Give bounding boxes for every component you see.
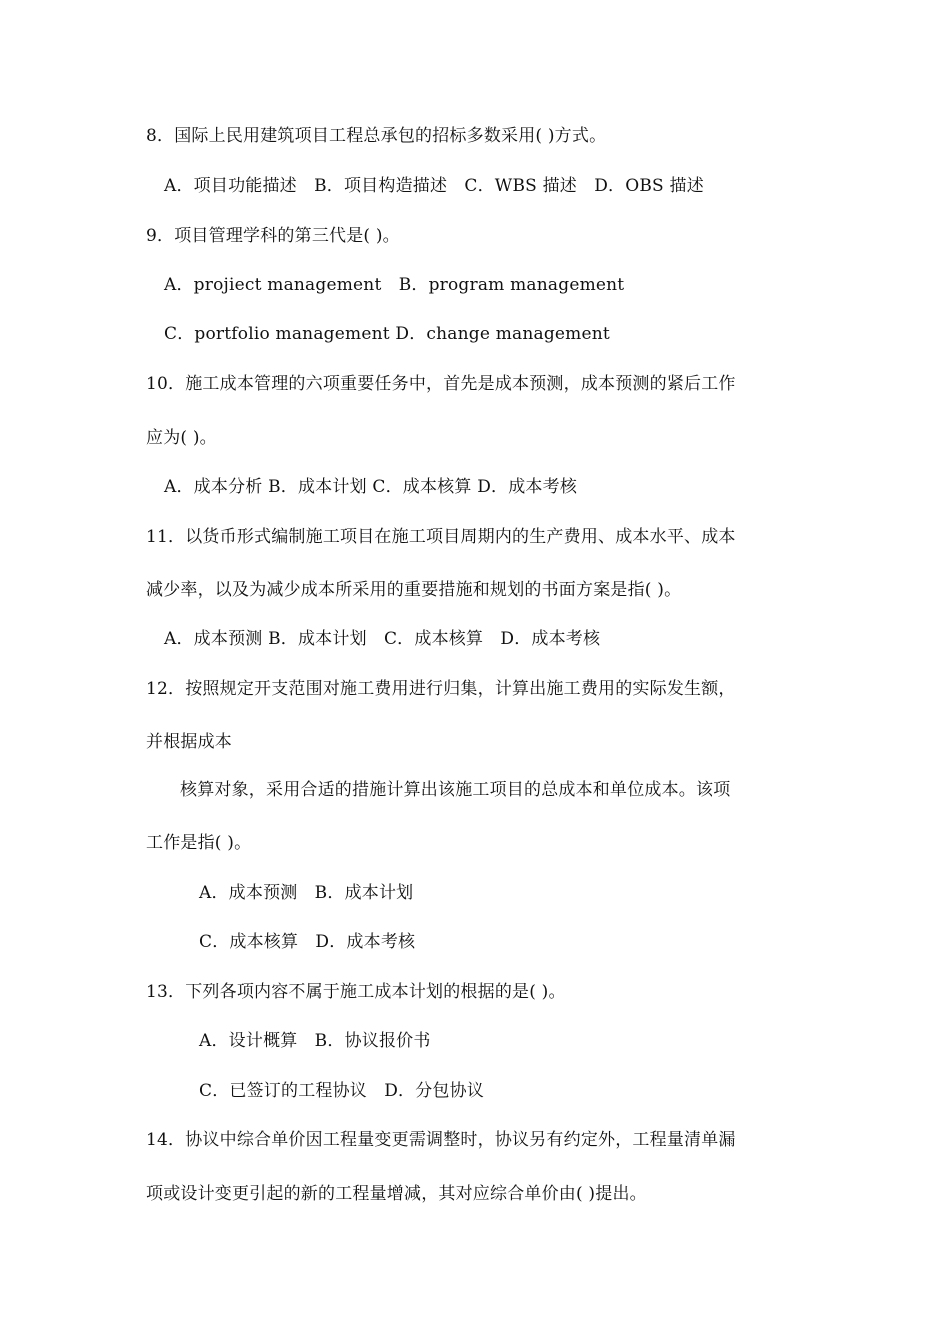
question-10-text-line1: 10．施工成本管理的六项重要任务中，首先是成本预测，成本预测的紧后工作 xyxy=(146,374,736,394)
question-10-options: A．成本分析 B．成本计划 C．成本核算 D．成本考核 xyxy=(164,477,578,497)
question-12-options-cd: C．成本核算 D．成本考核 xyxy=(199,932,416,952)
question-12-text-line4: 工作是指( )。 xyxy=(146,833,252,853)
question-14-text-line2: 项或设计变更引起的新的工程量增减，其对应综合单价由( )提出。 xyxy=(146,1184,647,1204)
question-11-text-line1: 11．以货币形式编制施工项目在施工项目周期内的生产费用、成本水平、成本 xyxy=(146,527,736,547)
question-9-text: 9．项目管理学科的第三代是( )。 xyxy=(146,226,400,246)
question-13-options-cd: C．已签订的工程协议 D．分包协议 xyxy=(199,1081,485,1101)
question-12-options-ab: A．成本预测 B．成本计划 xyxy=(199,883,414,903)
question-12-text-line1: 12．按照规定开支范围对施工费用进行归集，计算出施工费用的实际发生额， xyxy=(146,679,736,699)
question-13-options-ab: A．设计概算 B．协议报价书 xyxy=(199,1031,431,1051)
question-14-text-line1: 14．协议中综合单价因工程量变更需调整时，协议另有约定外，工程量清单漏 xyxy=(146,1130,736,1150)
question-12-text-line2: 并根据成本 xyxy=(146,732,232,752)
question-11-options: A．成本预测 B．成本计划 C．成本核算 D．成本考核 xyxy=(164,629,601,649)
question-12-text-line3: 核算对象，采用合适的措施计算出该施工项目的总成本和单位成本。该项 xyxy=(180,780,731,800)
question-11-text-line2: 减少率，以及为减少成本所采用的重要措施和规划的书面方案是指( )。 xyxy=(146,580,682,600)
question-8-options: A．项目功能描述 B．项目构造描述 C．WBS 描述 D．OBS 描述 xyxy=(164,176,704,196)
question-9-options-ab: A．projiect management B．program management xyxy=(164,275,625,295)
question-13-text: 13．下列各项内容不属于施工成本计划的根据的是( )。 xyxy=(146,982,566,1002)
question-10-text-line2: 应为( )。 xyxy=(146,428,217,448)
question-9-options-cd: C．portfolio management D．change management xyxy=(164,324,610,344)
question-8-text: 8．国际上民用建筑项目工程总承包的招标多数采用( )方式。 xyxy=(146,126,607,146)
